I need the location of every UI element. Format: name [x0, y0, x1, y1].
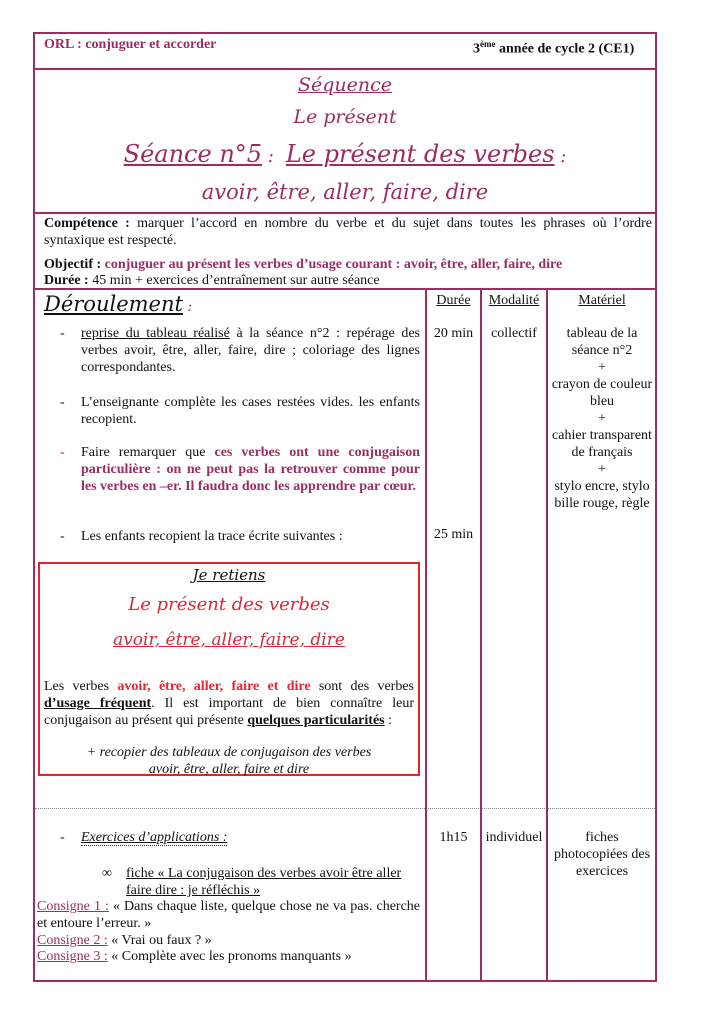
step-dash: -	[60, 445, 65, 460]
sequence-label: Séquence	[297, 74, 393, 96]
step-dash: -	[60, 326, 65, 341]
je-retiens-title: Je retiens	[192, 566, 266, 584]
sequence-name: Le présent	[293, 106, 397, 128]
consigne-2: Consigne 2 : « Vrai ou faux ? »	[37, 933, 212, 948]
consigne-1: Consigne 1 : « Dans chaque liste, quelque chose ne va pas. cherche et entoure l’erreur. »	[37, 899, 421, 931]
step-dash: -	[60, 529, 65, 544]
column-divider	[546, 288, 548, 982]
duree-20: 20 min	[433, 326, 474, 341]
step-reprise: reprise du tableau réalisé à la séance n°2 : repérage des verbes avoir, être, aller, faire, dire ; coloriage des lignes correspondantes.	[81, 326, 420, 375]
fiche-bullet: ∞	[102, 866, 112, 881]
divider	[33, 212, 657, 214]
fiche-title: fiche « La conjugaison des verbes avoir être aller faire dire : je réfléchis »	[126, 866, 402, 898]
objectif: Objectif : conjuguer au présent les verbes d’usage courant : avoir, être, aller, faire, dire	[44, 257, 563, 272]
retiens-paragraph: Les verbes avoir, être, aller, faire et dire sont des verbes d’usage fréquent. Il est important de bien connaître leur conjugaison au présent qui présente quelques particularités :	[44, 679, 414, 728]
materiel-header: Matériel	[578, 293, 626, 308]
seance-verbs: avoir, être, aller, faire, dire	[201, 180, 489, 204]
duree-25: 25 min	[433, 527, 474, 542]
competence: Compétence : marquer l’accord en nombre du verbe et du sujet dans toutes les phrases où l’ordre syntaxique est respecté.	[44, 216, 653, 248]
retiens-line2: avoir, être, aller, faire, dire	[113, 630, 345, 650]
consigne-3: Consigne 3 : « Complète avec les pronoms manquants »	[37, 949, 352, 964]
retiens-recopier: + recopier des tableaux de conjugaison des verbes avoir, être, aller, faire et dire	[86, 745, 372, 777]
header-class: 3ème année de cycle 2 (CE1)	[473, 39, 635, 57]
modalite-header: Modalité	[488, 293, 540, 308]
header-subject: ORL : conjuguer et accorder	[44, 37, 217, 52]
deroulement-header: Déroulement :	[44, 292, 193, 316]
modalite-individuel: individuel	[485, 830, 543, 845]
duree-header: Durée	[436, 293, 471, 308]
modalite-collectif: collectif	[491, 326, 537, 341]
step-trace: Les enfants recopient la trace écrite suivantes :	[81, 529, 343, 544]
step-completion: L’enseignante complète les cases restées vides. les enfants recopient.	[81, 395, 420, 427]
column-divider	[480, 288, 482, 982]
divider	[35, 808, 655, 809]
step-remarque: Faire remarquer que ces verbes ont une conjugaison particulière : on ne peut pas la retrouver comme pour les verbes en –er. Il faudra donc les apprendre par cœur.	[81, 445, 421, 494]
seance-title: Séance n°5 : Le présent des verbes :	[123, 140, 567, 168]
duree-totale: Durée : 45 min + exercices d’entraînement sur autre séance	[44, 273, 380, 288]
retiens-line1: Le présent des verbes	[128, 594, 330, 615]
column-divider	[425, 288, 427, 982]
materiel-list: tableau de la séance n°2 + crayon de couleur bleu + cahier transparent de français + stylo encre, stylo bille rouge, règle	[551, 326, 653, 511]
materiel-fiches: fiches photocopiées des exercices	[553, 830, 651, 879]
exercices-dash: -	[60, 830, 65, 845]
divider	[33, 68, 657, 70]
exercices-title: Exercices d’applications :	[81, 830, 228, 845]
step-dash: -	[60, 395, 65, 410]
duree-1h15: 1h15	[439, 830, 468, 845]
